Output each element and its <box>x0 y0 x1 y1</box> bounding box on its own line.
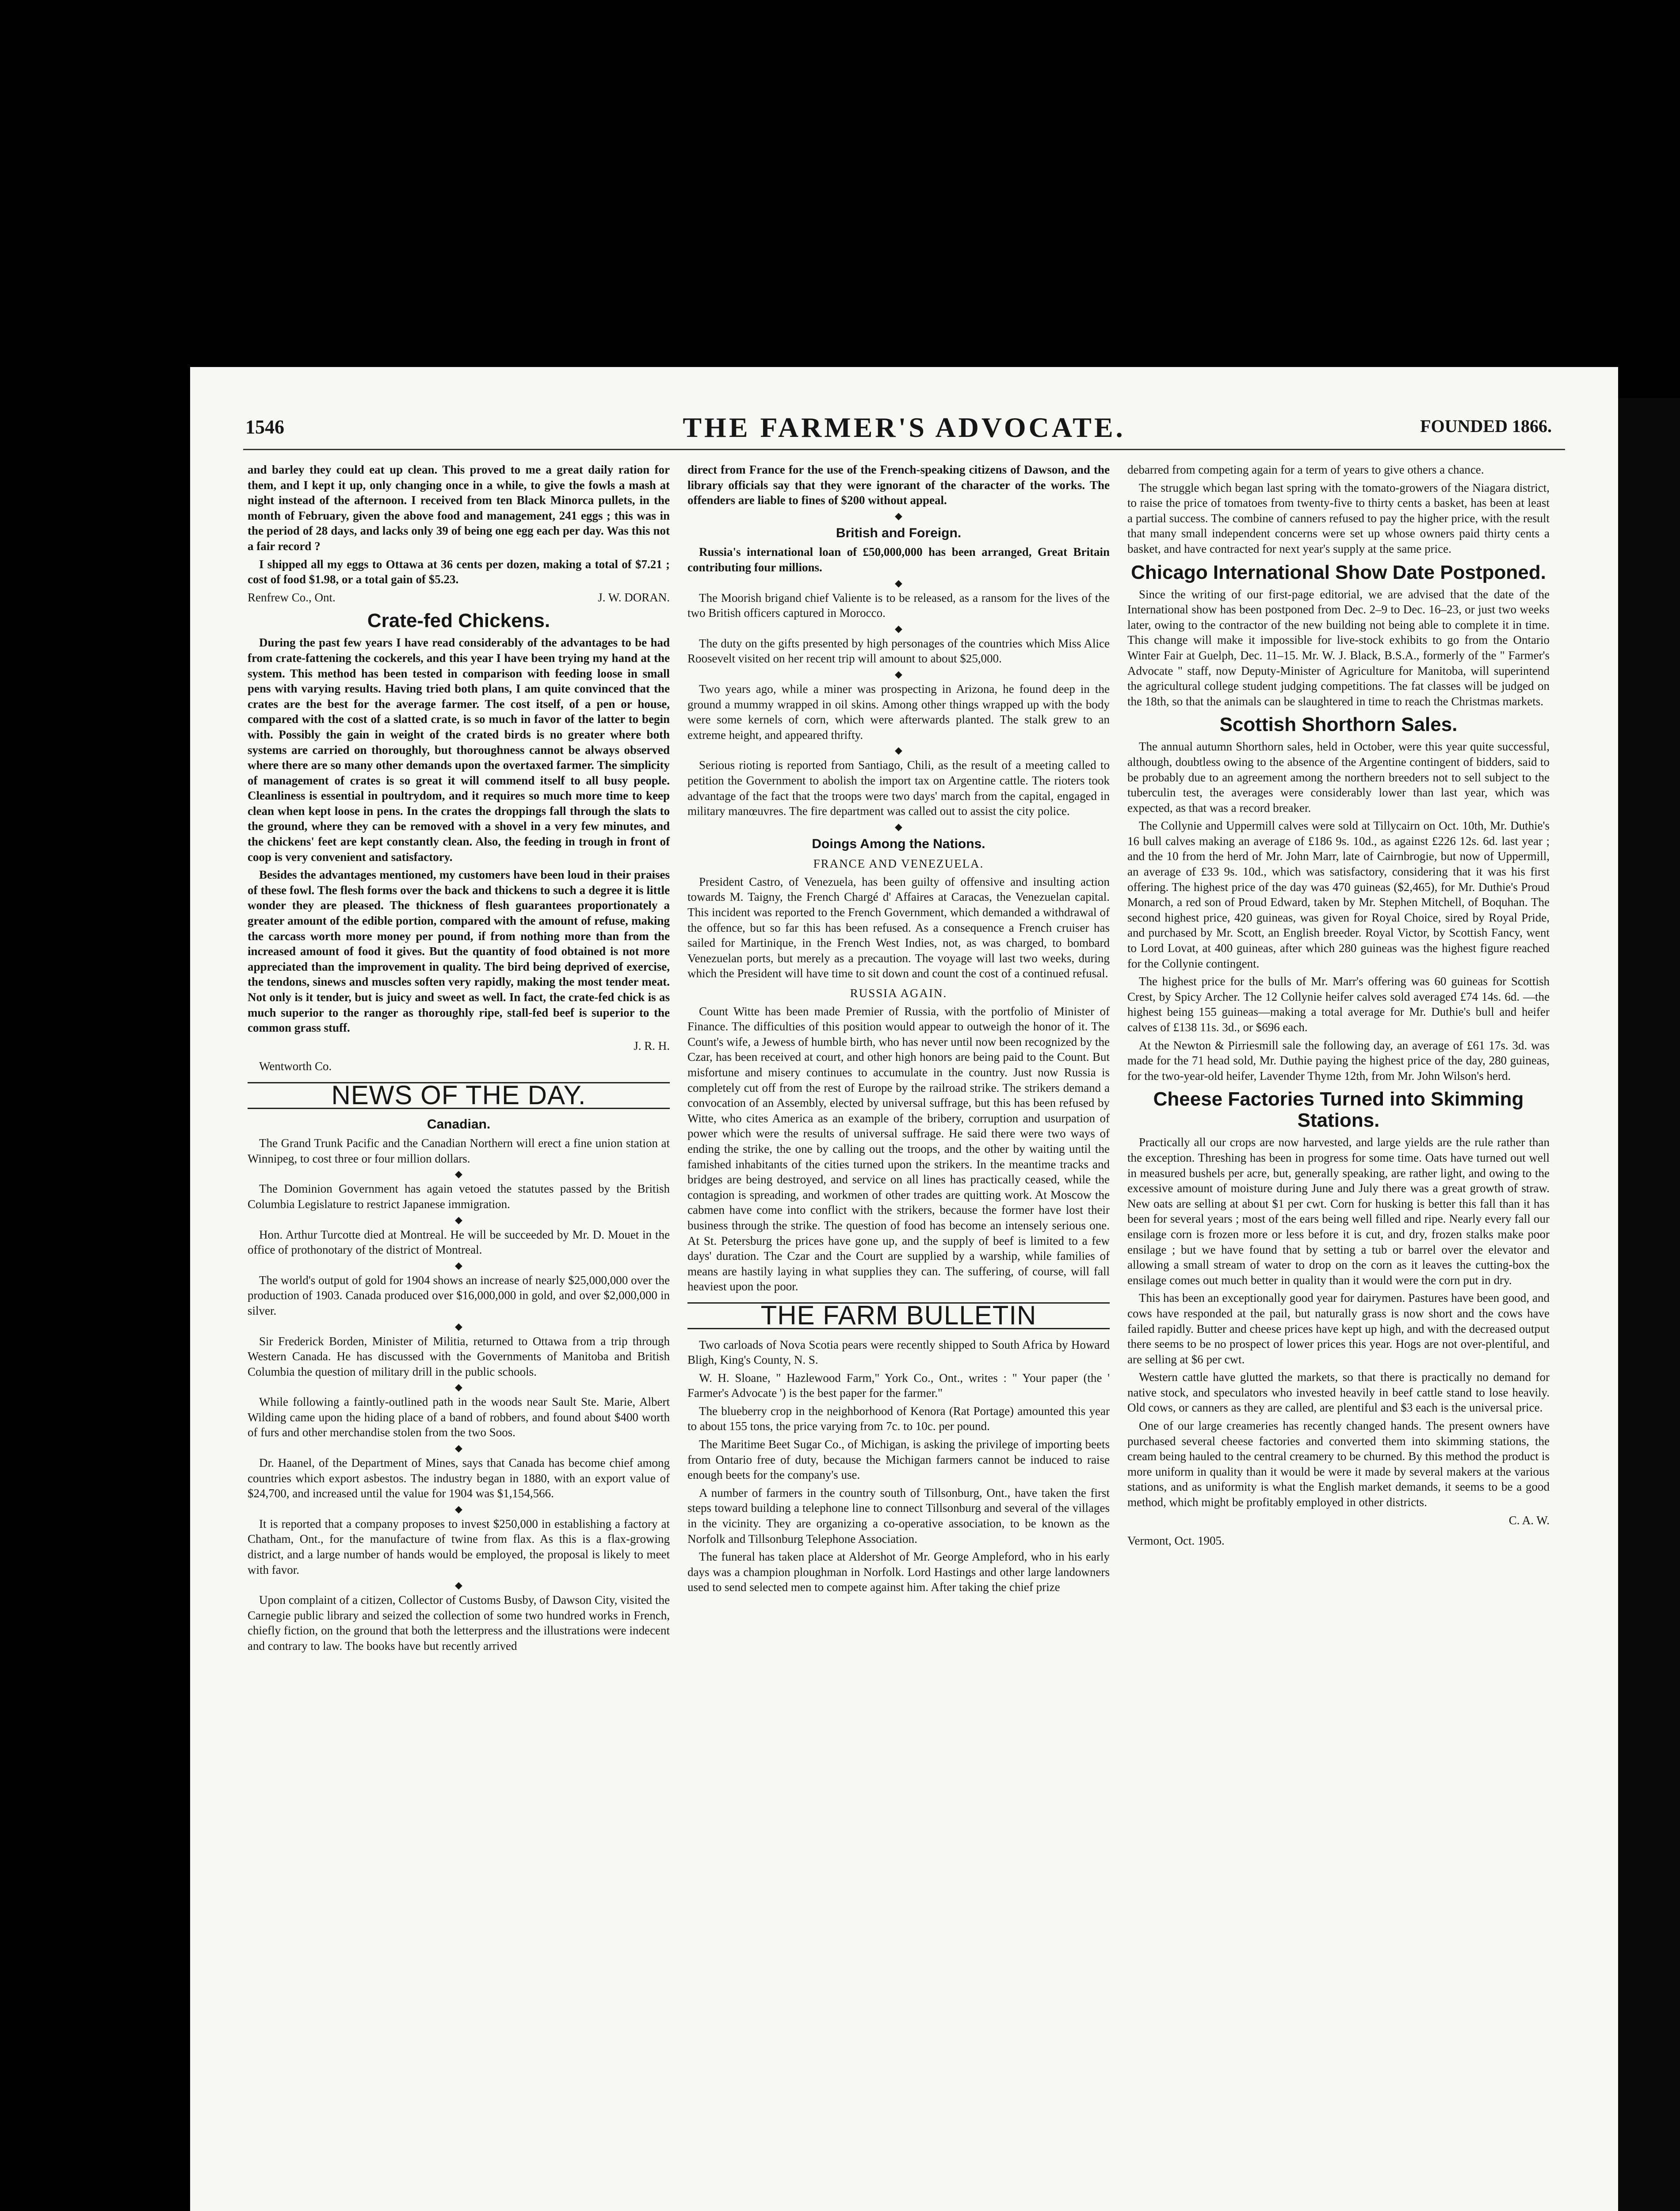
news-item: Hon. Arthur Turcotte died at Montreal. He will be succeeded by Mr. D. Mouet in the office of prothonotary of the district of Montreal. <box>248 1228 670 1257</box>
news-item: The blueberry crop in the neighborhood of Kenora (Rat Portage) amounted this year to about 155 tons, the price varying from 7c. to 10c. per pound. <box>687 1404 1110 1433</box>
article-paragraph: The highest price for the bulls of Mr. Marr's offering was 60 guineas for Scottish Crest, by Spicy Archer. The 12 Collynie heifer calves sold averaged £74 14s. 6d. —the highest being 155 guineas—making a total average for Mr. Duthie's bull and heifer calves of £138 11s. 3d., or $696 each. <box>1127 975 1550 1034</box>
news-item: direct from France for the use of the French-speaking citizens of Dawson, and the library officials say that they were ignorant of the character of the works. The offenders are liable to fines of $200 without appeal. <box>687 463 1110 507</box>
signature <box>248 590 670 605</box>
separator-ornament: ◆ <box>895 821 902 832</box>
founded-line: FOUNDED 1866. <box>1420 416 1552 436</box>
article-paragraph: The struggle which began last spring with the tomato-growers of the Niagara district, to raise the price of tomatoes from twenty-five to thirty cents a basket, has been at least a partial success. The combine of canners refused to pay the higher price, with the result that many small independent concerns were set up whose owners paid thirty cents a basket, and have contracted for next year's supply at the same price. <box>1127 481 1550 555</box>
article-paragraph: debarred from competing again for a term of years to give others a chance. <box>1127 463 1484 476</box>
masthead: THE FARMER'S ADVOCATE. <box>683 412 1126 443</box>
separator-ornament: ◆ <box>895 668 902 680</box>
news-item: The Moorish brigand chief Valiente is to be released, as a ransom for the lives of the two British officers captured in Morocco. <box>687 591 1110 620</box>
separator-ornament: ◆ <box>455 1320 462 1332</box>
article-paragraph: Besides the advantages mentioned, my customers have been loud in their praises of these fowl. The flesh forms over the back and thickens to such a degree it is little wonder they are pleased. The thickness of flesh guarantees proportionately a greater amount of the edible portion, compared with the amount of refuse, making the carcass worth more money per pound, if from nothing more than from the increased amount of food it gives. But the quantity of food obtained is not more appreciated than the improvement in quality. The bird being deprived of exercise, the tendons, sinews and muscles soften very rapidly, making the most tender meat. Not only is it tender, but is juicy and sweet as well. In fact, the crate-fed chick is as much superior to the ranger as thoroughly ripe, stall-fed beef is superior to the common grass stuff. <box>248 868 670 1035</box>
newspaper-page <box>190 367 1618 2211</box>
signature <box>1127 1513 1550 1528</box>
separator-ornament: ◆ <box>455 1503 462 1515</box>
news-item: It is reported that a company proposes to invest $250,000 in establishing a factory at Chatham, Ont., for the manufacture of twine from flax. As this is a flax-growing district, and a large number of hands would be employed, the proposal is likely to meet with favor. <box>248 1517 670 1576</box>
topic-heading: RUSSIA AGAIN. <box>850 987 947 1000</box>
column-3 <box>1127 462 1550 1551</box>
article-paragraph: Western cattle have glutted the markets, so that there is practically no demand for native stock, and speculators who invested heavily in beef cattle stand to lose heavily. Old cows, or canners as they are called, are plentiful and $3 each is the universal price. <box>1127 1370 1550 1415</box>
news-item: Two years ago, while a miner was prospecting in Arizona, he found deep in the ground a mummy wrapped in oil skins. Among other things wrapped up with the body were some kernels of corn, which were afterwards planted. The stalk grew to an extreme height, and appeared thrifty. <box>687 682 1110 742</box>
section-heading: Chicago International Show Date Postponed. <box>1131 561 1546 583</box>
news-item: The duty on the gifts presented by high personages of the countries which Miss Alice Roosevelt visited on her recent trip will amount to about $25,000. <box>687 636 1110 666</box>
news-item: Two carloads of Nova Scotia pears were recently shipped to South Africa by Howard Bligh, King's County, N. S. <box>687 1338 1110 1367</box>
column-1 <box>248 462 670 1656</box>
separator-ornament: ◆ <box>455 1259 462 1271</box>
signature-place: Wentworth Co. <box>259 1060 332 1073</box>
page-number: 1546 <box>245 416 284 438</box>
header-rule <box>243 449 1565 450</box>
subsection-heading: Canadian. <box>427 1117 491 1132</box>
news-item: Serious rioting is reported from Santiago, Chili, as the result of a meeting called to petition the Government to abolish the import tax on Argentine cattle. The rioters took advantage of the fact that the troops were two days' march from the capital, engaged in military manœuvres. The fire department was called out to assist the city police. <box>687 758 1110 818</box>
section-heading: Scottish Shorthorn Sales. <box>1219 714 1458 736</box>
separator-ornament: ◆ <box>895 577 902 589</box>
article-paragraph: Practically all our crops are now harvested, and large yields are the rule rather than the exception. Threshing has been in progress for some time. Oats have turned out well in measured bushels per acre, but, generally speaking, are rather light, and owing to the excessive amount of moisture during June and July there was a great growth of straw. New oats are selling at about $1 per cwt. Corn for husking is better this fall than it has been for several years ; most of the ears being well filled and ripe. Nearly every fall our ensilage corn is frozen more or less before it is cut, and dry, frozen stalks make poor ensilage ; but we have found that by setting a tub or barrel over the elevator and allowing a small stream of water to drop on the corn as it leaves the cutting-box the ensilage comes out much better in quality than it would were the corn put in dry. <box>1127 1136 1550 1287</box>
article-paragraph: The annual autumn Shorthorn sales, held in October, were this year quite successful, although, doubtless owing to the absence of the Argentine contingent of bidders, said to be probably due to an agreement among the northern breeders not to sell subject to the tuberculin test, the averages were considerably lower than last year, which was expected, as that was a record breaker. <box>1127 740 1550 815</box>
section-heading: Cheese Factories Turned into Skimming Stations. <box>1153 1088 1524 1132</box>
news-item: Dr. Haanel, of the Department of Mines, says that Canada has become chief among countries which export asbestos. The industry began in 1880, with an export value of $24,700, and increased until the value for 1904 was $1,154,566. <box>248 1456 670 1500</box>
news-item: While following a faintly-outlined path in the woods near Sault Ste. Marie, Albert Wilding came upon the hiding place of a band of robbers, and found about $400 worth of furs and other merchandise stolen from the two Soos. <box>248 1395 670 1439</box>
signature-name: J. R. H. <box>634 1039 670 1052</box>
article-paragraph: One of our large creameries has recently changed hands. The present owners have purchased several cheese factories and converted them into skimming stations, the cream being hauled to the central creamery to be churned. By this method the product is more uniform in quality than it would be were it made by several makers at the various stations, and as uniformity is what the English market demands, it seems to be a good method, which might be profitably employed in other districts. <box>1127 1419 1550 1509</box>
news-item: The Maritime Beet Sugar Co., of Michigan, is asking the privilege of importing beets from Ontario free of duty, because the Michigan farmers cannot be induced to raise enough beets for the company's use. <box>687 1438 1110 1482</box>
news-item: A number of farmers in the country south of Tillsonburg, Ont., have taken the first steps toward building a telephone line to connect Tillsonburg and several of the villages in the vicinity. They are organizing a co-operative association, to be known as the Norfolk and Tillsonburg Telephone Association. <box>687 1486 1110 1545</box>
article-paragraph: The Collynie and Uppermill calves were sold at Tillycairn on Oct. 10th, Mr. Duthie's 16 bull calves making an average of £186 9s. 10d., as against £226 12s. 6d. last year ; and the 10 from the herd of Mr. John Marr, late of Cairnbrogie, but now of Uppermill, an average of £33 9s. 10d., which was satisfactory, considering that it was his first offering. The highest price of the day was 470 guineas ($2,465), for Mr. Duthie's Proud Monarch, a red son of Proud Edward, taken by Mr. Stephen Mitchell, of Boquhan. The second highest price, 420 guineas, was given for Royal Choice, sired by Royal Pride, and purchased by Mr. Scott, an English breeder. Royal Victor, by Scottish Fancy, went to Lord Lovat, at 400 guineas, after which 280 guineas was the highest figure reached for the Collynie contingent. <box>1127 819 1550 970</box>
section-banner: THE FARM BULLETIN <box>687 1302 1110 1329</box>
topic-heading: FRANCE AND VENEZUELA. <box>813 857 984 871</box>
article-paragraph: During the past few years I have read considerably of the advantages to be had from crate-fattening the cockerels, and this year I have been trying my hand at the system. This method has been tested in comparison with feeding loose in small pens with varying results. Having tried both plans, I am quite convinced that the crates are the best for the average farmer. The cost itself, of a pen or house, compared with the cost of a slatted crate, is so much in favor of the latter to begin with. Possibly the gain in weight of the crated birds is no greater where both systems are carried on thoroughly, but thoroughness cannot be always observed where there are so many other demands upon the overtaxed farmer. The simplicity of management of crates is so great it will commend itself to all busy people. Cleanliness is essential in poultrydom, and it requires so much more time to keep clean when kept loose in pens. In the crates the droppings fall through the slats to the ground, where they can be removed with a shovel in a very few minutes, and the chickens' feet are kept constantly clean. Also, the feeding in trough in front of coop is very convenient and satisfactory. <box>248 636 670 864</box>
signature-name: J. W. DORAN. <box>598 590 670 604</box>
news-item: The Dominion Government has again vetoed the statutes passed by the British Columbia Legislature to restrict Japanese immigration. <box>248 1182 670 1211</box>
news-item: The funeral has taken place at Aldershot of Mr. George Ampleford, who in his early days was a champion ploughman in Norfolk. Lord Hastings and other large landowners used to send selected men to compete against him. After taking the chief prize <box>687 1550 1110 1594</box>
subsection-heading: British and Foreign. <box>836 525 962 540</box>
signature <box>248 1038 670 1054</box>
news-item: W. H. Sloane, " Hazlewood Farm," York Co., Ont., writes : " Your paper (the ' Farmer's Advocate ') is the best paper for the farmer." <box>687 1371 1110 1400</box>
subsection-heading: Doings Among the Nations. <box>812 836 985 851</box>
separator-ornament: ◆ <box>455 1381 462 1393</box>
separator-ornament: ◆ <box>455 1168 462 1180</box>
news-item: The world's output of gold for 1904 shows an increase of nearly $25,000,000 over the production of 1903. Canada produced over $16,000,000 in gold, and over $2,000,000 in silver. <box>248 1273 670 1317</box>
news-item: Russia's international loan of £50,000,000 has been arranged, Great Britain contributing four millions. <box>687 545 1110 574</box>
section-heading: Crate-fed Chickens. <box>367 610 550 632</box>
news-item: Count Witte has been made Premier of Russia, with the portfolio of Minister of Finance. The difficulties of this position would appear to outweigh the honor of it. The Count's wife, a Jewess of humble birth, who has never until now been recognized by the Czar, has been received at court, and other high honors are being paid to the Count. But misfortune and misery continues to accumulate in the country. Just now Russia is completely cut off from the rest of Europe by the railroad strike. The strikers demand a convocation of an Assembly, elected by universal suffrage, but this has been refused by Witte, who cites America as an example of the bribery, corruption and usurpation of power which were the results of universal suffrage. He said there were two ways of ending the strike, the one by calling out the troops, and the other by waiting until the famished inhabitants of the cities turned upon the strikers. In the meantime tracks and bridges are being destroyed, and service on all lines has practically ceased, while the contagion is spreading, and workmen of other trades are quitting work. At Moscow the cabmen have come into conflict with the strikers, because the former have lost their business through the strike. The question of food has become an intensely serious one. At St. Petersburg the prices have gone up, and the supply of beef is limited to a few days' duration. The Czar and the Court are supplied by a warship, while families of means are hastily laying in what supplies they can. The suffering, of course, will fall heaviest upon the poor. <box>687 1004 1110 1293</box>
article-paragraph: I shipped all my eggs to Ottawa at 36 cents per dozen, making a total of $7.21 ; cost of food $1.98, or a total gain of $5.23. <box>248 557 670 586</box>
signature-name: C. A. W. <box>1508 1513 1550 1527</box>
separator-ornament: ◆ <box>455 1442 462 1454</box>
news-item: Upon complaint of a citizen, Collector of Customs Busby, of Dawson City, visited the Carnegie public library and seized the collection of some two hundred works in French, chiefly fiction, on the ground that both the letterpress and the illustrations were indecent and contrary to law. The books have but recently arrived <box>248 1593 670 1653</box>
article-paragraph: and barley they could eat up clean. This proved to me a great daily ration for them, and I kept it up, only changing once in a while, to give the fowls a mash at night instead of the afternoon. I received from ten Black Minorca pullets, in the month of February, given the above food and management, 241 eggs ; this was in the period of 28 days, and lacks only 39 of being one egg each per day. Was this not a fair record ? <box>248 463 670 553</box>
column-2 <box>687 462 1110 1598</box>
article-paragraph: This has been an exceptionally good year for dairymen. Pastures have been good, and cows have responded at the pail, but naturally grass is now short and the cows have failed rapidly. Butter and cheese prices have kept up high, and with the decreased output there seems to be no prospect of lower prices this year. Hogs are not over-plentiful, and are selling at $6 per cwt. <box>1127 1291 1550 1366</box>
separator-ornament: ◆ <box>455 1214 462 1225</box>
section-banner: NEWS OF THE DAY. <box>248 1082 670 1109</box>
separator-ornament: ◆ <box>895 510 902 521</box>
news-item: President Castro, of Venezuela, has been guilty of offensive and insulting action towards M. Taigny, the French Chargé d' Affaires at Caracas, the Venezuelan capital. This incident was reported to the French Government, which demanded a withdrawal of the offence, but so far this has been refused. As a consequence a French cruiser has sailed for Martinique, in the French West Indies, not, as was charged, to bombard Venezuelan ports, but merely as a precaution. The voyage will last two weeks, during which the President will have time to sit down and count the cost of a continued refusal. <box>687 875 1110 980</box>
adjacent-page-edge <box>1618 398 1680 2211</box>
signature-place: Renfrew Co., Ont. <box>248 590 336 604</box>
separator-ornament: ◆ <box>895 623 902 634</box>
news-item: The Grand Trunk Pacific and the Canadian Northern will erect a fine union station at Winnipeg, to cost three or four million dollars. <box>248 1136 670 1165</box>
article-paragraph: At the Newton & Pirriesmill sale the following day, an average of £61 17s. 3d. was made for the 71 head sold, Mr. Duthie paying the highest price of the day, 280 guineas, for the two-year-old heifer, Lavender Thyme 12th, from Mr. John Wilson's herd. <box>1127 1038 1550 1083</box>
signature-place: Vermont, Oct. 1905. <box>1127 1534 1225 1548</box>
separator-ornament: ◆ <box>895 745 902 756</box>
separator-ornament: ◆ <box>455 1580 462 1591</box>
news-item: Sir Frederick Borden, Minister of Militia, returned to Ottawa from a trip through Western Canada. He has discussed with the Governments of Manitoba and British Columbia the question of military drill in the public schools. <box>248 1334 670 1378</box>
article-paragraph: Since the writing of our first-page editorial, we are advised that the date of the International show has been postponed from Dec. 2–9 to Dec. 16–23, or just two weeks later, owing to the contractor of the new building not being able to complete it in time. This change will make it impossible for live-stock exhibits to go from the Ontario Winter Fair at Guelph, Dec. 11–15. Mr. W. J. Black, B.S.A., formerly of the " Farmer's Advocate " staff, now Deputy-Minister of Agriculture for Manitoba, will superintend the agricultural college student judging competitions. The fat classes will be judged on the 18th, so that the animals can be slaughtered in time to reach the Christmas markets. <box>1127 587 1550 708</box>
